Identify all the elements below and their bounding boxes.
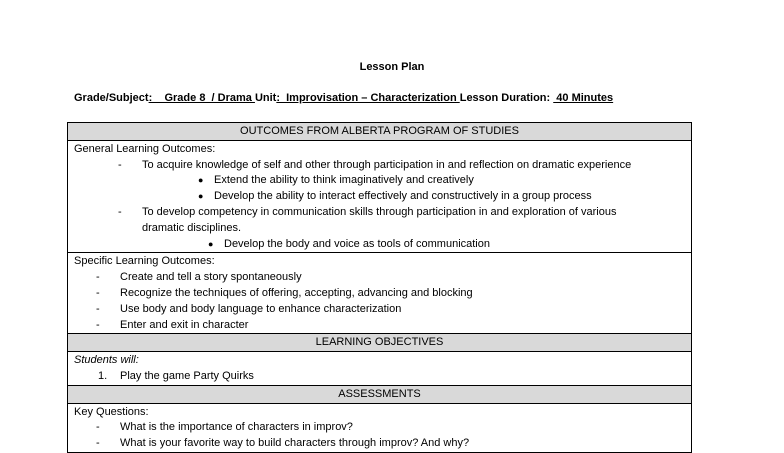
list-item: - To develop competency in communication skills through participation in and exploration of various bbox=[118, 205, 617, 218]
objectives-cell bbox=[68, 352, 692, 386]
specific-outcomes-cell bbox=[68, 253, 692, 334]
list-item: - What is your favorite way to build characters through improv? And why? bbox=[96, 437, 470, 450]
list-item: - To acquire knowledge of self and other through participation in and reflection on dramatic experience bbox=[118, 158, 632, 171]
list-item: ● Extend the ability to think imaginatively and creatively bbox=[74, 173, 685, 189]
specific-outcomes-heading: Specific Learning Outcomes: bbox=[74, 255, 215, 268]
list-item: - Use body and body language to enhance characterization bbox=[96, 302, 402, 315]
duration-label: Lesson Duration: bbox=[459, 92, 554, 104]
duration-value: 40 Minutes bbox=[553, 92, 614, 104]
assessments-cell bbox=[68, 403, 692, 452]
page-title: Lesson Plan bbox=[359, 61, 425, 73]
assessments-section-header: ASSESSMENTS bbox=[68, 385, 692, 403]
list-item: - Create and tell a story spontaneously bbox=[96, 271, 302, 284]
list-item-continuation: dramatic disciplines. bbox=[142, 221, 242, 234]
list-item: - Recognize the techniques of offering, accepting, advancing and blocking bbox=[96, 286, 473, 299]
lesson-plan-table bbox=[67, 122, 692, 453]
list-item: ● Develop the body and voice as tools of communication bbox=[74, 237, 685, 253]
unit-value: : Improvisation – Characterization bbox=[276, 92, 460, 104]
unit-label: Unit bbox=[254, 92, 277, 104]
list-item: ● Develop the ability to interact effectively and constructively in a group process bbox=[74, 189, 685, 205]
list-item: 1. Play the game Party Quirks bbox=[98, 369, 254, 382]
objectives-intro: Students will: bbox=[74, 354, 139, 367]
outcomes-section-header: OUTCOMES FROM ALBERTA PROGRAM OF STUDIES bbox=[68, 123, 692, 141]
key-questions-heading: Key Questions: bbox=[74, 405, 149, 418]
grade-value: : Grade 8 / Drama bbox=[148, 92, 255, 104]
objectives-section-header: LEARNING OBJECTIVES bbox=[68, 334, 692, 352]
bullet-icon: ● bbox=[208, 238, 214, 249]
general-outcomes-heading: General Learning Outcomes: bbox=[74, 142, 216, 155]
lesson-header bbox=[74, 92, 613, 104]
grade-label: Grade/Subject bbox=[74, 92, 149, 104]
list-item: - Enter and exit in character bbox=[96, 318, 249, 331]
list-item: - What is the importance of characters in improv? bbox=[96, 421, 353, 434]
bullet-icon: ● bbox=[198, 175, 204, 186]
bullet-icon: ● bbox=[198, 191, 204, 202]
general-outcomes-cell bbox=[68, 140, 692, 253]
